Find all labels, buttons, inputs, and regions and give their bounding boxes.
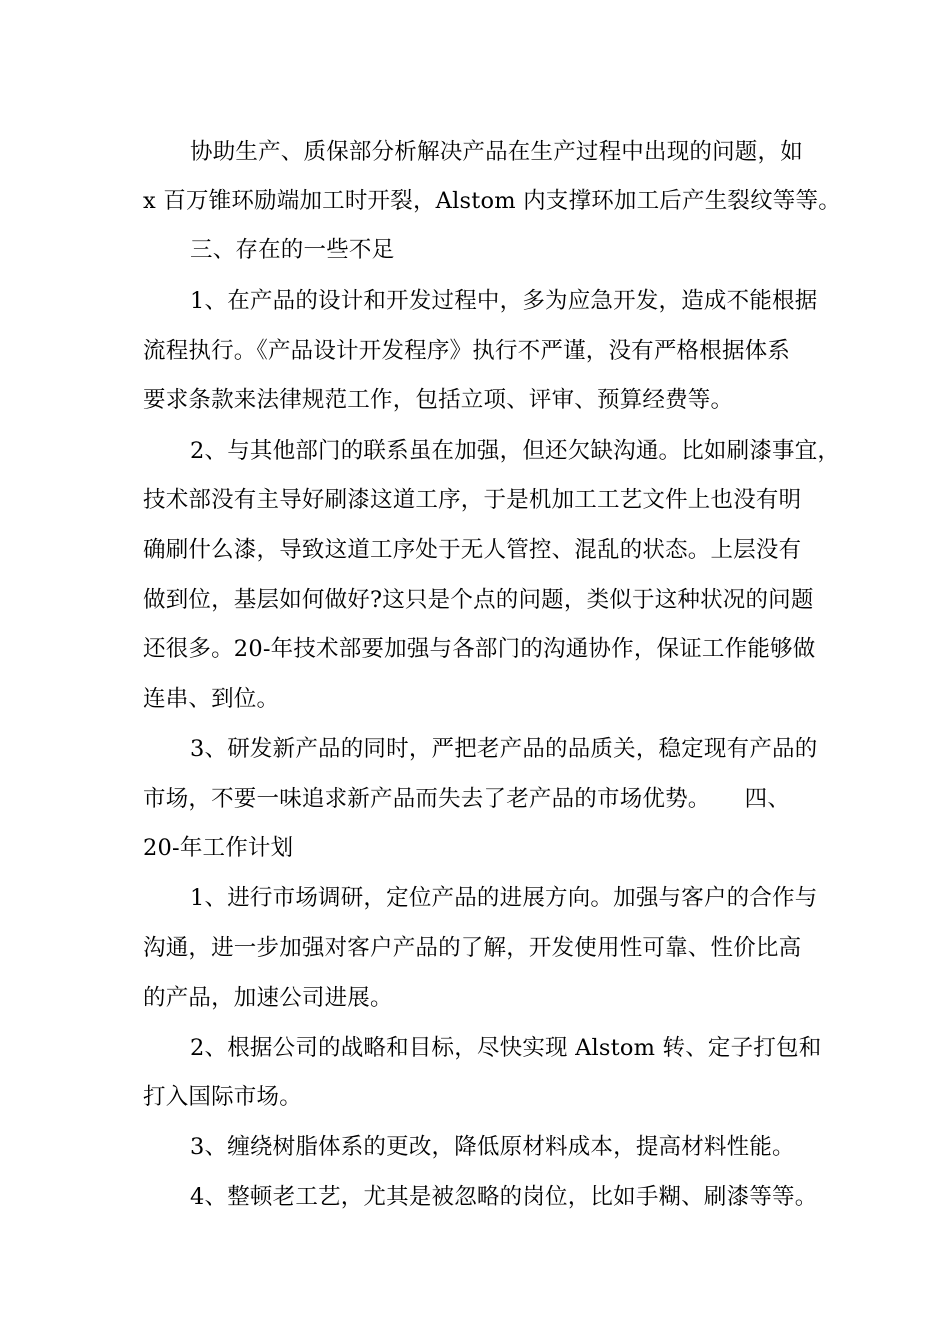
text-line: 流程执行。《产品设计开发程序》执行不严谨，没有严格根据体系	[143, 338, 791, 364]
text-line: 4、整顿老工艺，尤其是被忽略的岗位，比如手糊、刷漆等等。	[190, 1184, 818, 1210]
text-line: 还很多。20-年技术部要加强与各部门的沟通协作，保证工作能够做	[143, 636, 816, 662]
text-line: 3、缠绕树脂体系的更改，降低原材料成本，提高材料性能。	[190, 1134, 795, 1160]
text-line: 2、根据公司的战略和目标，尽快实现 Alstom 转、定子打包和	[190, 1035, 822, 1061]
text-line: 3、研发新产品的同时，严把老产品的品质关，稳定现有产品的	[190, 736, 818, 762]
text-line: 要求条款来法律规范工作，包括立项、评审、预算经费等。	[143, 387, 734, 413]
text-line: 打入国际市场。	[143, 1084, 302, 1110]
text-line: 沟通，进一步加强对客户产品的了解，开发使用性可靠、性价比高	[143, 935, 802, 961]
text-line: 做到位，基层如何做好?这只是个点的问题，类似于这种状况的问题	[143, 587, 814, 613]
text-line: 技术部没有主导好刷漆这道工序，于是机加工工艺文件上也没有明	[143, 487, 802, 513]
text-line: 2、与其他部门的联系虽在加强，但还欠缺沟通。比如刷漆事宜，	[190, 438, 841, 464]
text-line: 的产品，加速公司进展。	[143, 985, 393, 1011]
text-line: 确刷什么漆，导致这道工序处于无人管控、混乱的状态。上层没有	[143, 537, 802, 563]
text-line: 协助生产、质保部分析解决产品在生产过程中出现的问题，如	[190, 139, 803, 165]
text-line: 1、在产品的设计和开发过程中，多为应急开发，造成不能根据	[190, 288, 818, 314]
text-line: 1、进行市场调研，定位产品的进展方向。加强与客户的合作与	[190, 885, 818, 911]
text-line: x 百万锥环励端加工时开裂，Alstom 内支撑环加工后产生裂纹等等。	[143, 188, 841, 214]
text-line: 连串、到位。	[143, 686, 280, 712]
text-line: 市场，不要一味追求新产品而失去了老产品的市场优势。 四、	[143, 786, 791, 812]
section-heading: 三、存在的一些不足	[190, 237, 395, 263]
section-heading: 20-年工作计划	[143, 835, 294, 861]
